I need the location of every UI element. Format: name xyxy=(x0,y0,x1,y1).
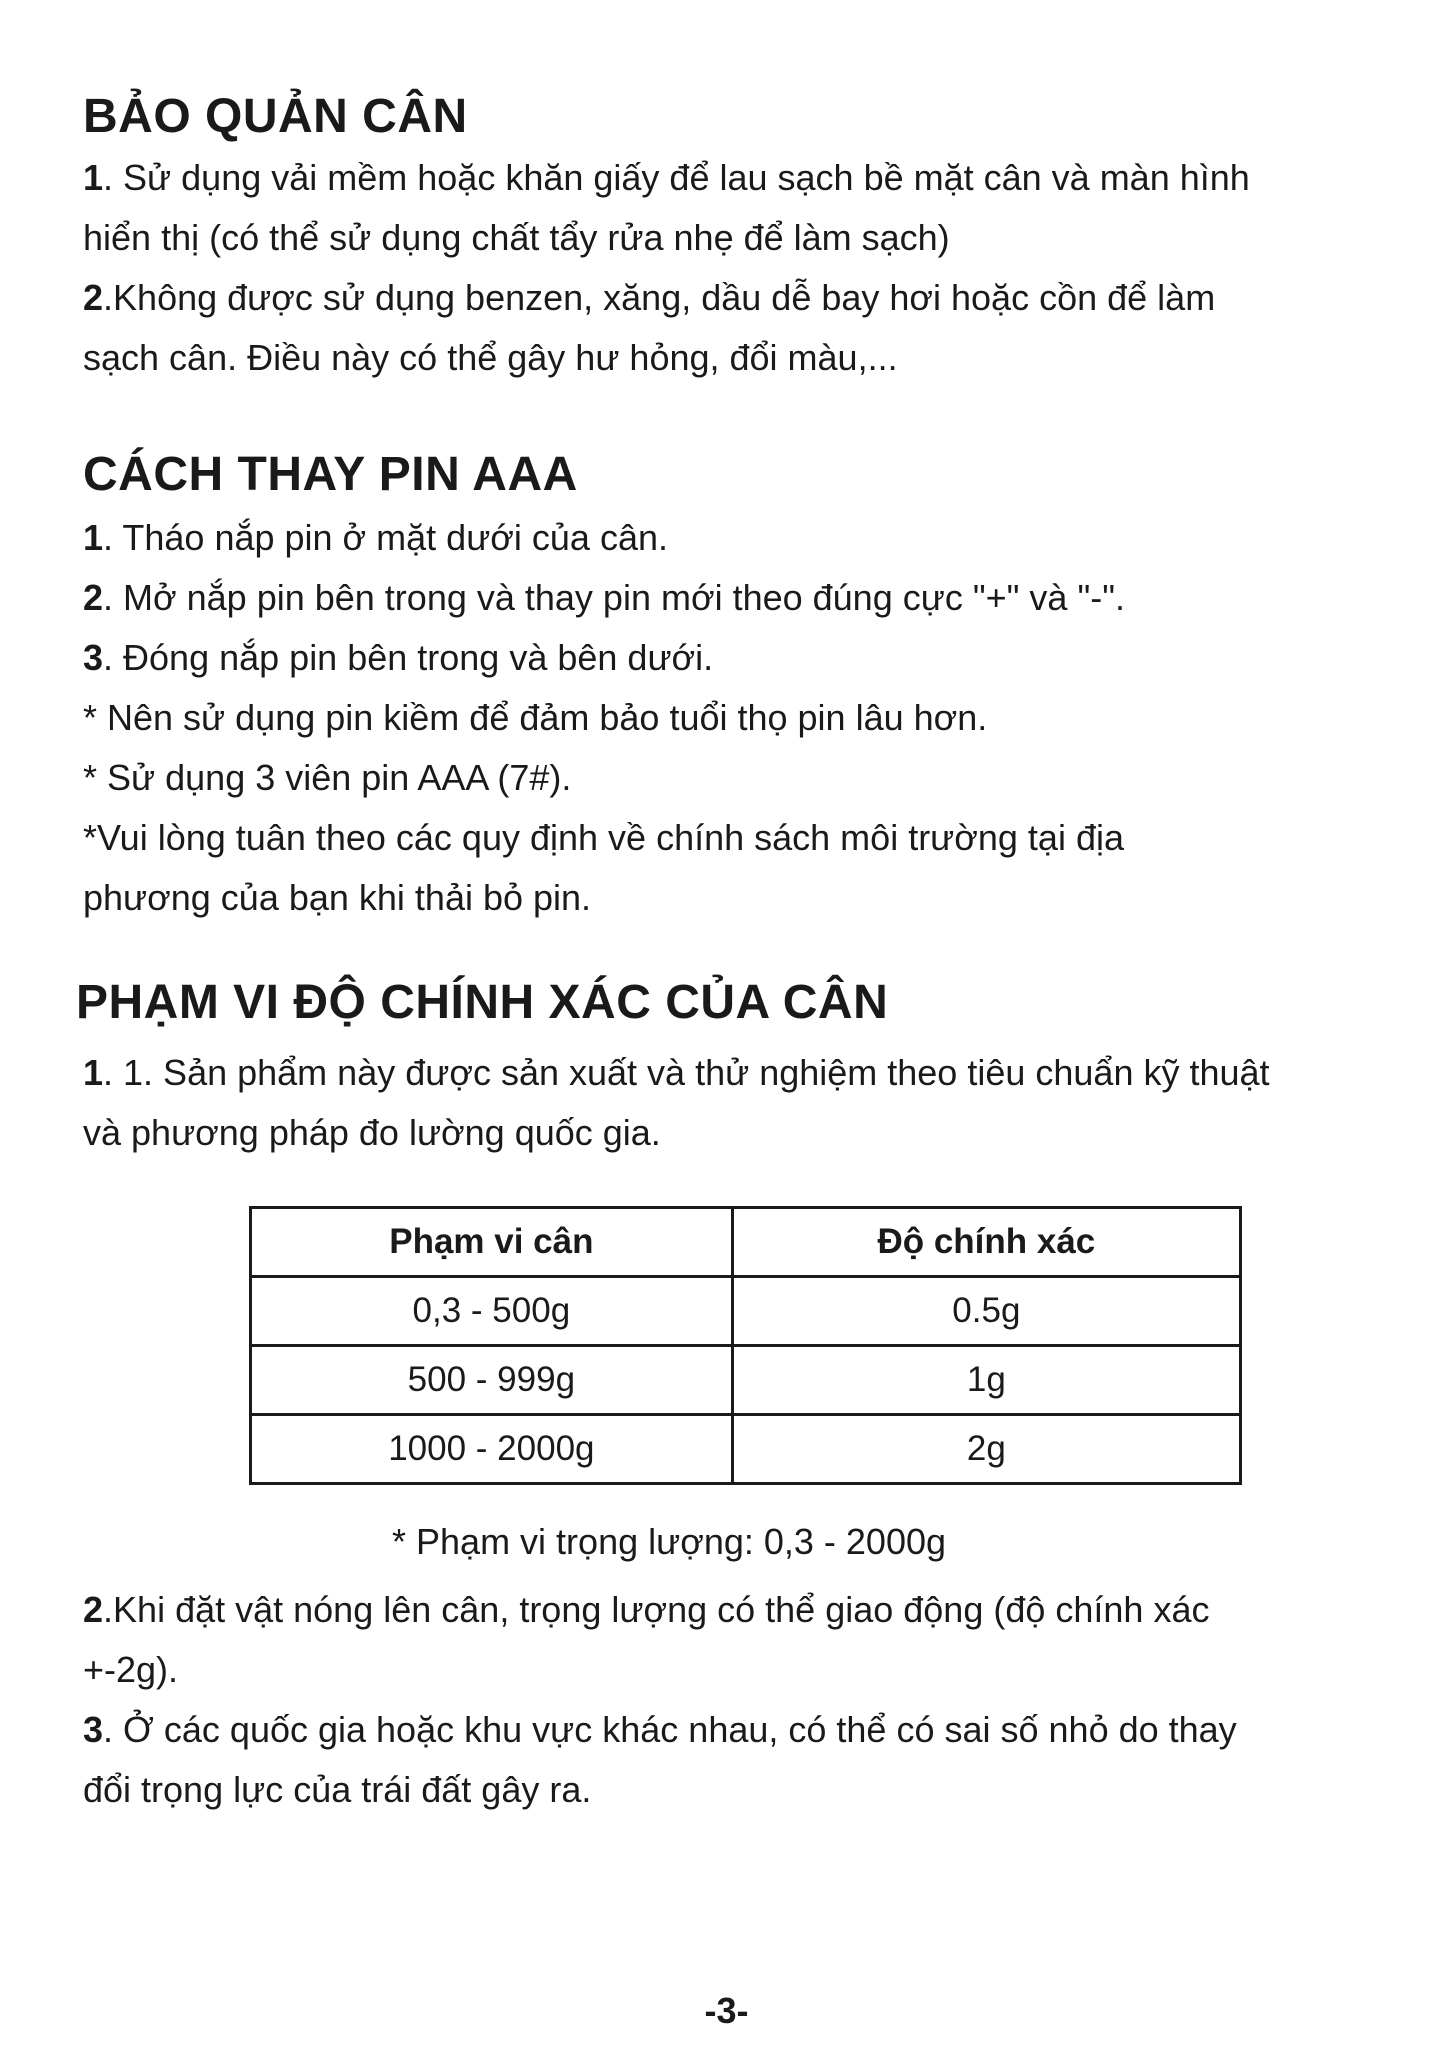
item-number: 2 xyxy=(83,577,104,618)
item-text: . Mở nắp pin bên trong và thay pin mới theo đúng cực "+" và "-". xyxy=(103,577,1125,618)
item-text: .Không được sử dụng benzen, xăng, dầu dễ bay hơi hoặc cồn để làm xyxy=(103,277,1216,318)
battery-note-1: * Nên sử dụng pin kiềm để đảm bảo tuổi thọ pin lâu hơn. xyxy=(83,697,988,738)
care-item-1 xyxy=(83,148,1403,208)
table-row xyxy=(251,1346,1241,1415)
item-text: .Khi đặt vật nóng lên cân, trọng lượng có thể giao động (độ chính xác xyxy=(103,1589,1210,1630)
table-row xyxy=(251,1415,1241,1484)
battery-item-3 xyxy=(83,628,1403,688)
battery-note-3-cont: phương của bạn khi thải bỏ pin. xyxy=(83,877,592,918)
item-number: 2 xyxy=(83,277,104,318)
accuracy-item-2 xyxy=(83,1580,1403,1640)
accuracy-item-3-cont: đổi trọng lực của trái đất gây ra. xyxy=(83,1769,592,1810)
battery-note-2: * Sử dụng 3 viên pin AAA (7#). xyxy=(83,757,572,798)
accuracy-item-3 xyxy=(83,1700,1403,1760)
item-number: 2 xyxy=(83,1589,104,1630)
cell-weight-range: 0,3 - 500g xyxy=(251,1277,733,1346)
item-number: 1 xyxy=(83,517,104,558)
cell-weight-range: 500 - 999g xyxy=(251,1346,733,1415)
accuracy-heading: PHẠM VI ĐỘ CHÍNH XÁC CỦA CÂN xyxy=(76,976,889,1029)
accuracy-intro xyxy=(83,1043,1403,1163)
item-text: . Tháo nắp pin ở mặt dưới của cân. xyxy=(103,517,668,558)
battery-heading: CÁCH THAY PIN AAA xyxy=(83,448,578,501)
item-number: 1 xyxy=(83,157,104,198)
cell-accuracy: 2g xyxy=(732,1415,1240,1484)
cell-accuracy: 1g xyxy=(732,1346,1240,1415)
table-row xyxy=(251,1277,1241,1346)
item-text: . Sử dụng vải mềm hoặc khăn giấy để lau sạch bề mặt cân và màn hình xyxy=(103,157,1250,198)
battery-item-1 xyxy=(83,508,1403,568)
weight-range-footnote: * Phạm vi trọng lượng: 0,3 - 2000g xyxy=(392,1521,947,1562)
battery-section xyxy=(83,508,1403,928)
page-number: -3- xyxy=(704,1990,749,2031)
item-text: . Đóng nắp pin bên trong và bên dưới. xyxy=(103,637,714,678)
battery-note-3: *Vui lòng tuân theo các quy định về chính sách môi trường tại địa xyxy=(83,817,1124,858)
accuracy-notes xyxy=(83,1580,1403,1820)
care-item-1-cont: hiển thị (có thể sử dụng chất tẩy rửa nhẹ để làm sạch) xyxy=(83,217,950,258)
care-item-2-cont: sạch cân. Điều này có thể gây hư hỏng, đổi màu,... xyxy=(83,337,898,378)
item-number: 3 xyxy=(83,1709,104,1750)
care-section xyxy=(83,148,1403,388)
battery-item-2 xyxy=(83,568,1403,628)
care-item-2 xyxy=(83,268,1403,328)
header-accuracy: Độ chính xác xyxy=(732,1208,1240,1277)
item-text: . Ở các quốc gia hoặc khu vực khác nhau, có thể có sai số nhỏ do thay xyxy=(103,1709,1237,1750)
accuracy-item-2-cont: +-2g). xyxy=(83,1649,179,1690)
care-heading: BẢO QUẢN CÂN xyxy=(83,90,468,143)
accuracy-item-1 xyxy=(83,1043,1403,1103)
table-header-row xyxy=(251,1208,1241,1277)
item-text: . 1. Sản phẩm này được sản xuất và thử nghiệm theo tiêu chuẩn kỹ thuật xyxy=(103,1052,1270,1093)
accuracy-table xyxy=(249,1206,1242,1485)
item-number: 3 xyxy=(83,637,104,678)
cell-accuracy: 0.5g xyxy=(732,1277,1240,1346)
accuracy-item-1-cont: và phương pháp đo lường quốc gia. xyxy=(83,1112,661,1153)
cell-weight-range: 1000 - 2000g xyxy=(251,1415,733,1484)
header-weight-range: Phạm vi cân xyxy=(251,1208,733,1277)
item-number: 1 xyxy=(83,1052,104,1093)
